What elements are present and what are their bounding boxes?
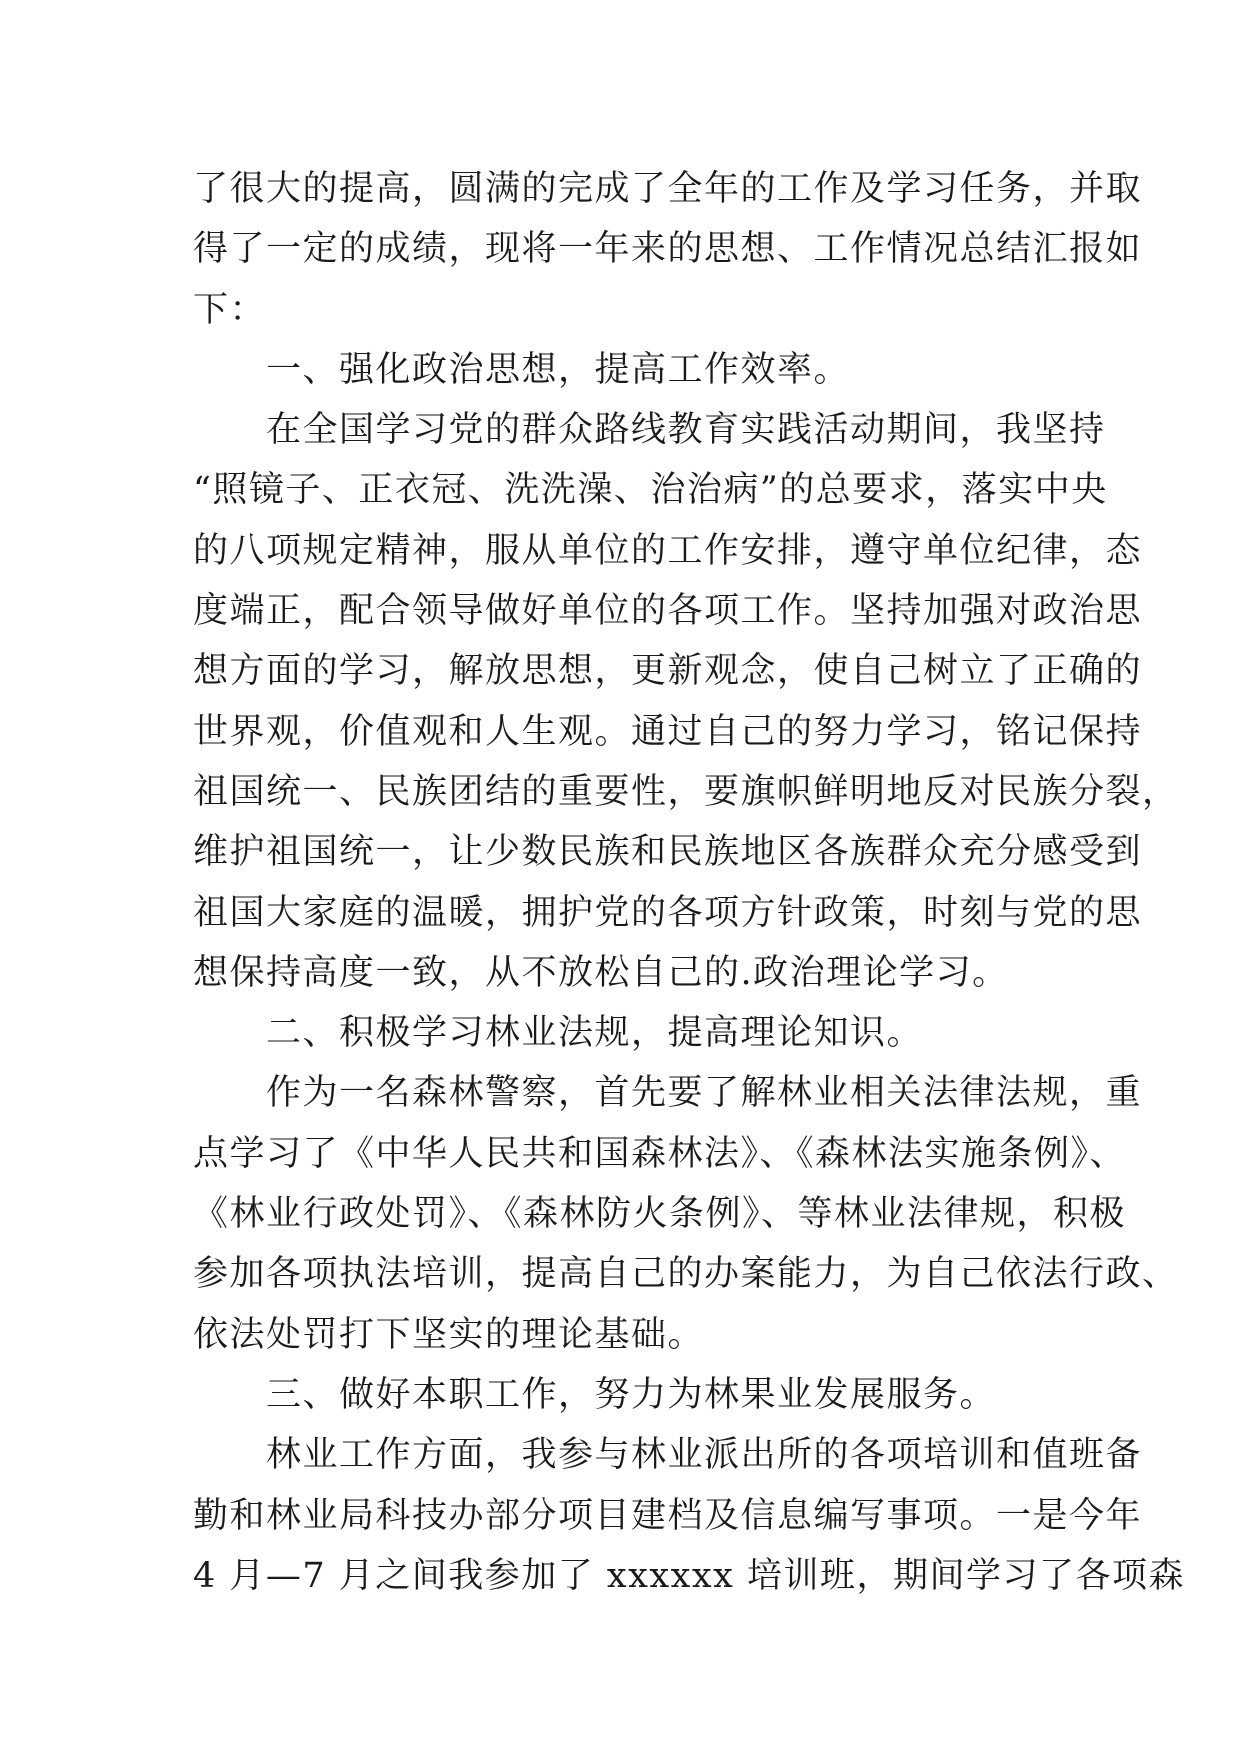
text-line: 祖国统一、民族团结的重要性，要旗帜鲜明地反对民族分裂， [193, 771, 1179, 812]
text-line: 《林业行政处罚》、《森林防火条例》、等林业法律规，积极 [193, 1194, 1127, 1235]
text-line: 下： [193, 289, 267, 330]
text-line: 想保持高度一致，从不放松自己的.政治理论学习。 [193, 952, 1009, 993]
text-line: 勤和林业局科技办部分项目建档及信息编写事项。一是今年 [193, 1495, 1143, 1536]
text-line: 依法处罚打下坚实的理论基础。 [193, 1314, 705, 1355]
text-line: 作为一名森林警察，首先要了解林业相关法律法规，重 [193, 1073, 1143, 1114]
text-line: 的八项规定精神，服从单位的工作安排，遵守单位纪律，态 [193, 530, 1143, 571]
text-line: 度端正，配合领导做好单位的各项工作。坚持加强对政治思 [193, 591, 1143, 632]
text-line: 维护祖国统一，让少数民族和民族地区各族群众充分感受到 [193, 832, 1143, 873]
section-heading: 一、强化政治思想，提高工作效率。 [193, 349, 851, 390]
section-heading: 三、做好本职工作，努力为林果业发展服务。 [193, 1374, 997, 1415]
section-heading: 二、积极学习林业法规，提高理论知识。 [193, 1013, 924, 1054]
text-line: 4 月—7 月之间我参加了 xxxxxx 培训班，期间学习了各项森 [193, 1555, 1185, 1596]
text-line: 林业工作方面，我参与林业派出所的各项培训和值班备 [193, 1435, 1143, 1476]
document-body [193, 159, 1185, 1606]
text-line: 想方面的学习，解放思想，更新观念，使自己树立了正确的 [193, 651, 1143, 692]
text-line: 点学习了《中华人民共和国森林法》、《森林法实施条例》、 [193, 1133, 1127, 1174]
text-line: 了很大的提高，圆满的完成了全年的工作及学习任务，并取 [193, 169, 1143, 209]
text-line: 得了一定的成绩，现将一年来的思想、工作情况总结汇报如 [193, 229, 1143, 270]
text-line: 祖国大家庭的温暖，拥护党的各项方针政策，时刻与党的思 [193, 892, 1143, 933]
text-line: 世界观，价值观和人生观。通过自己的努力学习，铭记保持 [193, 711, 1143, 752]
text-line: “照镜子、正衣冠、洗洗澡、治治病”的总要求，落实中央 [193, 470, 1108, 511]
text-line: 参加各项执法培训，提高自己的办案能力，为自己依法行政、 [193, 1254, 1179, 1295]
text-line: 在全国学习党的群众路线教育实践活动期间，我坚持 [193, 410, 1106, 451]
